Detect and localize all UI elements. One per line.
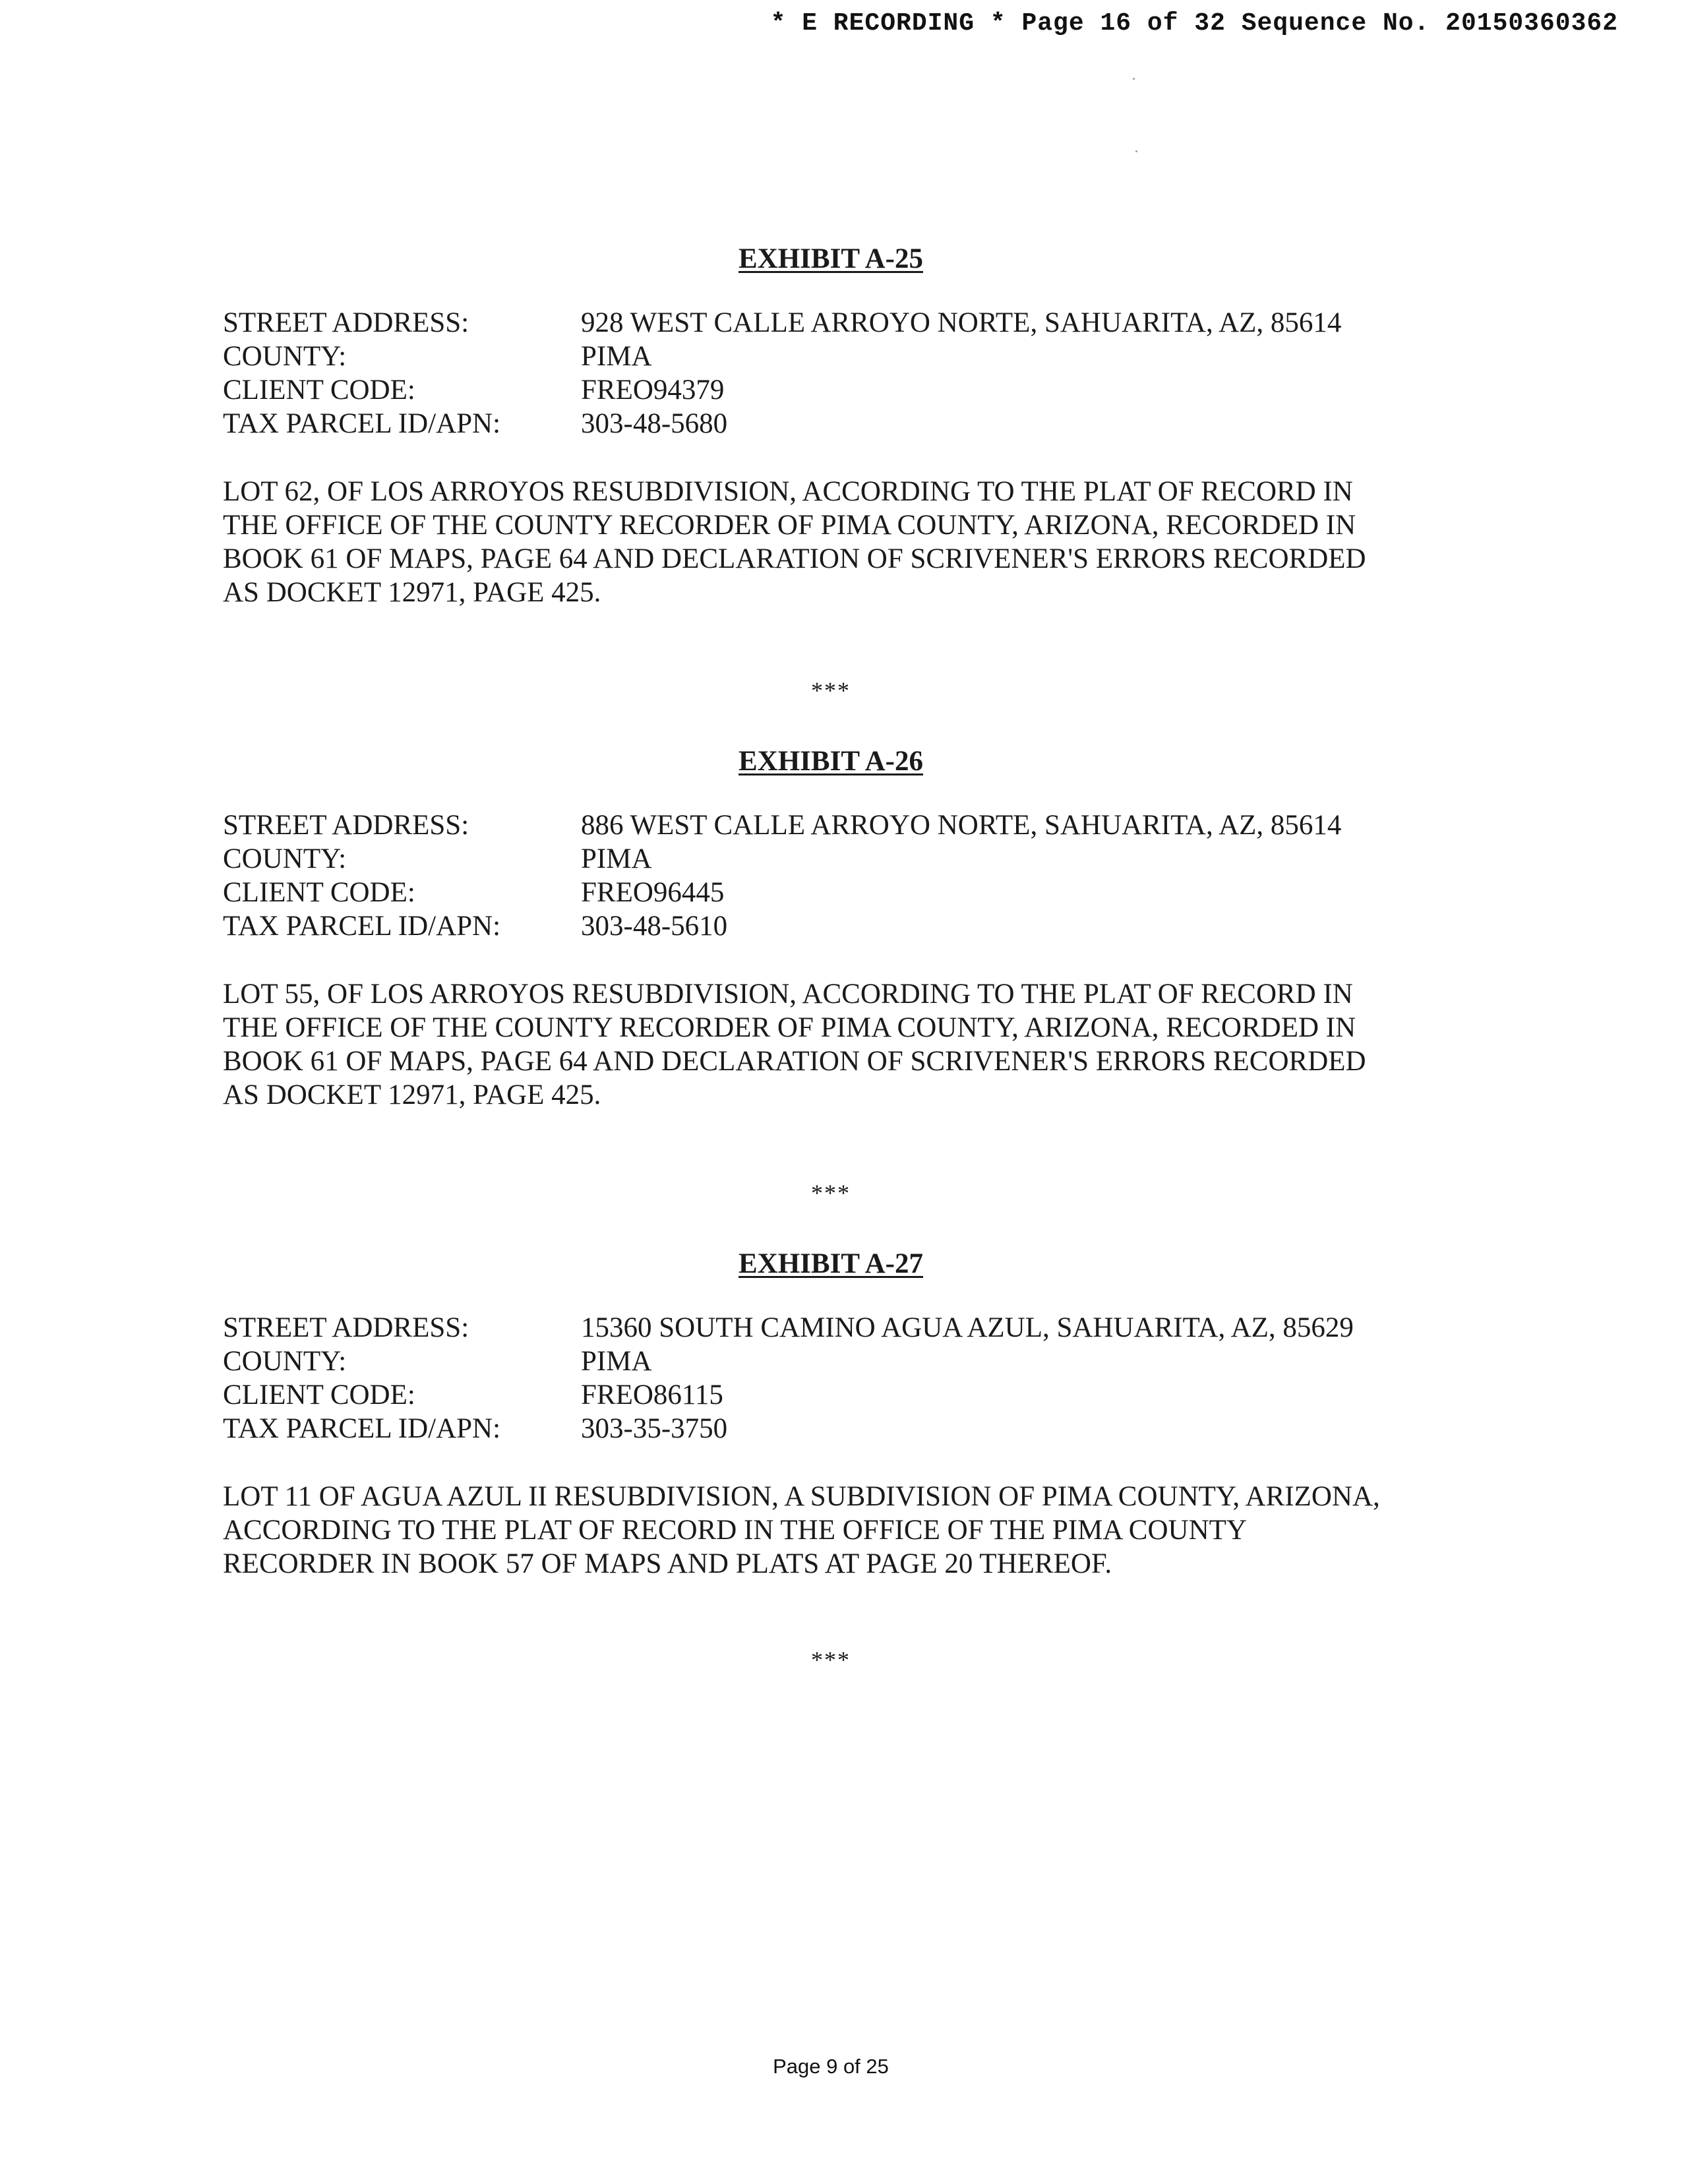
exhibit-title: EXHIBIT A-27 — [738, 1248, 923, 1279]
legal-line: LOT 11 OF AGUA AZUL II RESUBDIVISION, A SUBDIVISION OF PIMA COUNTY, ARIZONA, — [223, 1481, 1380, 1512]
scan-mark — [1135, 150, 1137, 152]
legal-line: LOT 62, OF LOS ARROYOS RESUBDIVISION, ACCORDING TO THE PLAT OF RECORD IN — [223, 476, 1353, 507]
tax-parcel-row — [223, 407, 1341, 440]
street-address-row — [223, 306, 1341, 340]
property-fields — [223, 1311, 1354, 1445]
field-label: TAX PARCEL ID/APN: — [223, 408, 501, 439]
legal-line: BOOK 61 OF MAPS, PAGE 64 AND DECLARATION OF SCRIVENER'S ERRORS RECORDED — [223, 543, 1366, 574]
legal-line: AS DOCKET 12971, PAGE 425. — [223, 577, 601, 608]
page-number: Page 9 of 25 — [773, 2055, 889, 2078]
client-code-row — [223, 373, 1341, 407]
property-fields — [223, 808, 1341, 943]
section-separator: *** — [811, 1180, 851, 1206]
field-label: COUNTY: — [223, 341, 347, 372]
field-value: PIMA — [581, 341, 652, 372]
client-code-row — [223, 876, 1341, 909]
legal-line: ACCORDING TO THE PLAT OF RECORD IN THE OFFICE OF THE PIMA COUNTY — [223, 1515, 1247, 1546]
field-value: FREO94379 — [581, 375, 725, 406]
county-row — [223, 1345, 1354, 1378]
county-row — [223, 842, 1341, 876]
recording-header: * E RECORDING * Page 16 of 32 Sequence No. 20150360362 — [770, 9, 1618, 38]
property-fields — [223, 306, 1341, 440]
street-address-row — [223, 808, 1341, 842]
field-label: TAX PARCEL ID/APN: — [223, 1413, 501, 1444]
county-row — [223, 340, 1341, 373]
field-label: TAX PARCEL ID/APN: — [223, 911, 501, 942]
legal-description — [223, 977, 1449, 1112]
field-value: PIMA — [581, 843, 652, 874]
field-value: 303-35-3750 — [581, 1413, 728, 1444]
scan-mark — [1133, 78, 1135, 80]
field-label: STREET ADDRESS: — [223, 810, 469, 841]
field-value: 303-48-5680 — [581, 408, 728, 439]
field-label: STREET ADDRESS: — [223, 307, 469, 338]
legal-description — [223, 1480, 1449, 1581]
section-separator: *** — [811, 677, 851, 704]
field-value: 15360 SOUTH CAMINO AGUA AZUL, SAHUARITA, AZ, 85629 — [581, 1312, 1354, 1343]
field-value: 928 WEST CALLE ARROYO NORTE, SAHUARITA, AZ, 85614 — [581, 307, 1342, 338]
client-code-row — [223, 1378, 1354, 1412]
field-value: 303-48-5610 — [581, 911, 728, 942]
tax-parcel-row — [223, 1412, 1354, 1445]
legal-line: LOT 55, OF LOS ARROYOS RESUBDIVISION, ACCORDING TO THE PLAT OF RECORD IN — [223, 979, 1353, 1010]
tax-parcel-row — [223, 909, 1341, 943]
field-label: CLIENT CODE: — [223, 375, 415, 406]
legal-line: AS DOCKET 12971, PAGE 425. — [223, 1079, 601, 1110]
legal-line: BOOK 61 OF MAPS, PAGE 64 AND DECLARATION OF SCRIVENER'S ERRORS RECORDED — [223, 1046, 1366, 1077]
field-label: COUNTY: — [223, 1346, 347, 1377]
legal-line: RECORDER IN BOOK 57 OF MAPS AND PLATS AT PAGE 20 THEREOF. — [223, 1548, 1112, 1579]
exhibit-title: EXHIBIT A-26 — [738, 746, 923, 777]
exhibit-title: EXHIBIT A-25 — [738, 243, 923, 274]
legal-line: THE OFFICE OF THE COUNTY RECORDER OF PIMA COUNTY, ARIZONA, RECORDED IN — [223, 1012, 1356, 1043]
field-label: STREET ADDRESS: — [223, 1312, 469, 1343]
field-value: 886 WEST CALLE ARROYO NORTE, SAHUARITA, AZ, 85614 — [581, 810, 1342, 841]
field-label: CLIENT CODE: — [223, 877, 415, 908]
legal-line: THE OFFICE OF THE COUNTY RECORDER OF PIMA COUNTY, ARIZONA, RECORDED IN — [223, 510, 1356, 541]
legal-description — [223, 475, 1449, 609]
field-label: CLIENT CODE: — [223, 1380, 415, 1410]
field-value: PIMA — [581, 1346, 652, 1377]
street-address-row — [223, 1311, 1354, 1345]
section-separator: *** — [811, 1647, 851, 1673]
field-value: FREO96445 — [581, 877, 725, 908]
field-value: FREO86115 — [581, 1380, 723, 1410]
field-label: COUNTY: — [223, 843, 347, 874]
